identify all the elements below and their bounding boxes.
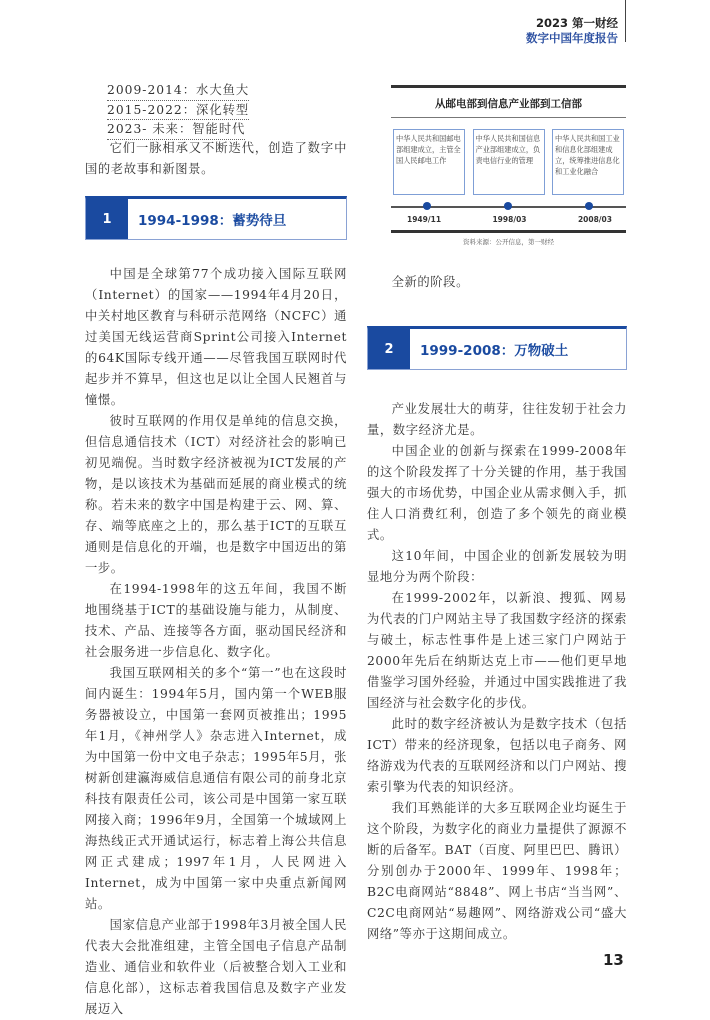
paragraph: 产业发展壮大的萌芽，往往发轫于社会力量，数字经济尤是。 [367,402,627,437]
section-2-heading [367,326,627,370]
running-header [526,16,618,46]
timeline-diagram [391,85,626,246]
paragraph: 中国是全球第77个成功接入国际互联网（Internet）的国家——1994年4月20日，中关村地区教育与科研示范网络（NCFC）通过美国无线运营商Sprint公司接入Internet的64K国际专线开通——尽管我国互联网时代起步并不算早，但这也足以让全国人民翘首与憧憬。 [85,267,347,407]
timeline-dot [585,202,593,210]
event-box: 中华人民共和国工业和信息化部组建成立，统筹推进信息化和工业化融合 [552,129,624,195]
paragraph: 国家信息产业部于1998年3月被全国人民代表大会批准组建，主管全国电子信息产品制造业、通信业和软件业（后被整合划入工业和信息化部），这标志着我国信息及数字产业发展迈入 [85,918,347,1016]
diagram-bottom-rule [391,230,626,233]
event-box: 中华人民共和国邮电部组建成立，主管全国人民邮电工作 [393,129,465,195]
section-title: 1994-1998：蓄势待旦 [138,213,287,229]
era-item: 2015-2022：深化转型 [107,101,249,121]
intro-text [85,138,347,180]
paragraph: 中国企业的创新与探索在1999-2008年的这个阶段发挥了十分关键的作用，基于我国强大的市场优势，中国企业从需求侧入手，抓住人口消费红利，创造了多个领先的商业模式。 [367,444,627,542]
event-box: 中华人民共和国信息产业部组建成立，负责电信行业的管理 [473,129,545,195]
section-number: 2 [368,329,410,369]
diagram-title: 从邮电部到信息产业部到工信部 [435,98,582,110]
era-item: 2023- 未来：智能时代 [107,120,245,140]
timeline-dot [423,202,431,210]
page-number: 13 [603,951,624,969]
header-report-title: 数字中国年度报告 [526,31,618,45]
section-1-continuation [367,272,627,293]
era-list [107,81,249,140]
section-title: 1999-2008：万物破土 [420,343,569,359]
paragraph: 在1999-2002年，以新浪、搜狐、网易为代表的门户网站主导了我国数字经济的探索与破土，标志性事件是上述三家门户网站于2000年先后在纳斯达克上市——他们更早地借鉴学习国外经验，并通过中国实践推进了我国经济与社会数字化的步伐。 [367,591,627,710]
paragraph: 它们一脉相承又不断迭代，创造了数字中国的老故事和新图景。 [85,141,347,176]
section-2-body [367,399,627,945]
diagram-divider [391,117,626,118]
section-number: 1 [86,199,128,239]
paragraph: 全新的阶段。 [391,275,469,289]
section-1-body [85,264,347,1020]
timeline-date: 2008/03 [577,215,612,224]
header-rule [625,0,626,42]
paragraph: 这10年间，中国企业的创新发展较为明显地分为两个阶段： [367,549,627,584]
paragraph: 我们耳熟能详的大多互联网企业均诞生于这个阶段，为数字化的商业力量提供了源源不断的后备军。BAT（百度、阿里巴巴、腾讯）分别创办于2000年、1999年、1998年；B2C电商网站“8848”、网上书店“当当网”、C2C电商网站“易趣网”、网络游戏公司“盛大网络”等亦于这期间成立。 [367,801,627,941]
header-publisher: 2023 第一财经 [535,16,618,30]
timeline-dot [504,202,512,210]
section-1-heading [85,196,347,240]
paragraph: 此时的数字经济被认为是数字技术（包括ICT）带来的经济现象，包括以电子商务、网络游戏为代表的互联网经济和以门户网站、搜索引擎为代表的知识经济。 [367,717,627,794]
era-item: 2009-2014：水大鱼大 [107,81,249,101]
diagram-source: 资料来源：公开信息，第一财经 [463,238,554,246]
paragraph: 在1994-1998年的这五年间，我国不断地围绕基于ICT的基础设施与能力，从制度、技术、产品、连接等各方面，驱动国民经济和社会服务进一步信息化、数字化。 [85,582,347,659]
timeline-axis [391,199,626,213]
paragraph: 我国互联网相关的多个“第一”也在这段时间内诞生：1994年5月，国内第一个WEB服务器被设立，中国第一套网页被推出；1995年1月，《神州学人》杂志进入Internet，成为中国第一份中文电子杂志；1995年5月，张树新创建瀛海威信息通信有限公司的前身北京科技有限责任公司，该公司是中国第一家互联网接入商；1996年9月，全国第一个城域网上海热线正式开通试运行，标志着上海公共信息网正式建成；1997年1月，人民网进入Internet，成为中国第一家中央重点新闻网站。 [85,666,347,911]
paragraph: 彼时互联网的作用仅是单纯的信息交换，但信息通信技术（ICT）对经济社会的影响已初见端倪。当时数字经济被视为ICT发展的产物，是以该技术为基础而延展的商业模式的统称。若未来的数字中国是构建于云、网、算、存、端等底座之上的，那么基于ICT的互联互通则是信息化的开端，也是数字中国迈出的第一步。 [85,414,347,575]
timeline-date: 1998/03 [492,215,527,224]
timeline-date: 1949/11 [407,215,442,224]
